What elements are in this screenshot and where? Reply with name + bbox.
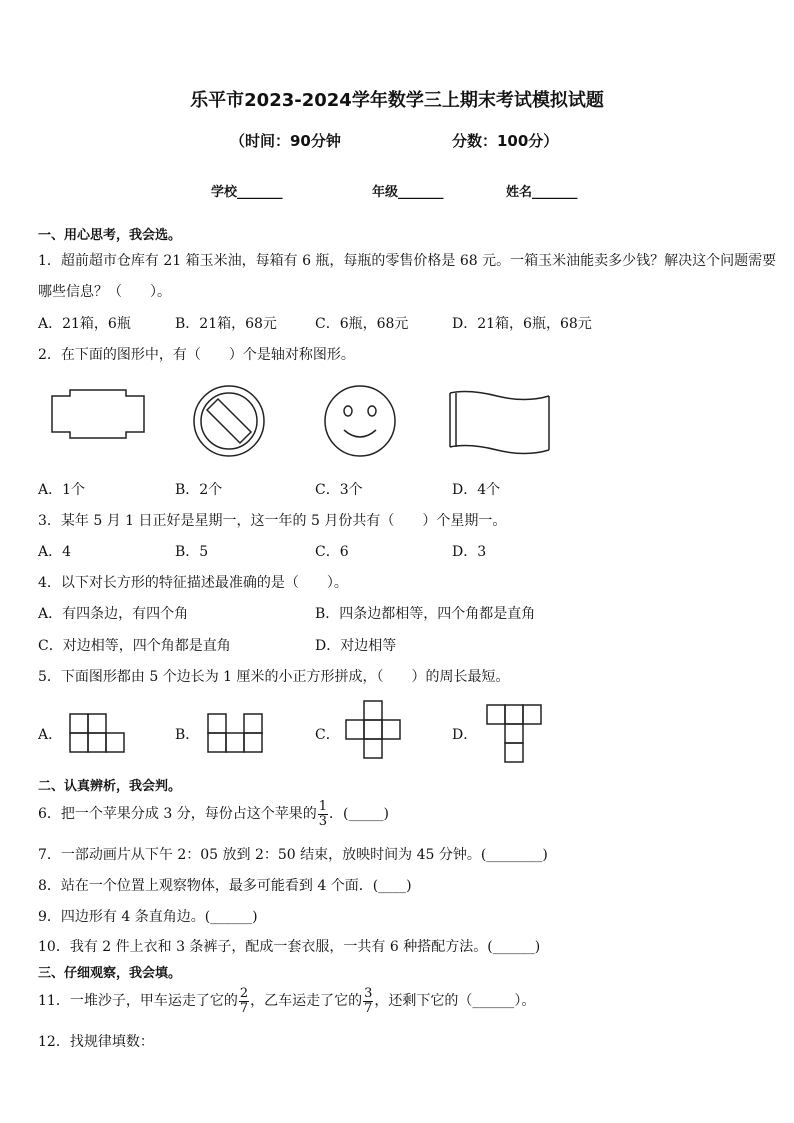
- q1-option-a: A．21箱，6瓶: [38, 316, 131, 332]
- q11-text-pre: 11．一堆沙子，甲车运走了它的: [38, 993, 238, 1009]
- q3-option-a: A．4: [38, 544, 72, 560]
- q4-option-d: D．对边相等: [315, 638, 397, 654]
- q4-option-c: C．对边相等，四个角都是直角: [38, 638, 231, 654]
- q6-text: [38, 797, 389, 831]
- q6-fraction-num: 1: [318, 798, 327, 814]
- q4-option-a: A．有四条边，有四个角: [38, 606, 189, 622]
- q5-text: 5．下面图形都由 5 个边长为 1 厘米的小正方形拼成，（ ）的周长最短。: [38, 669, 510, 685]
- q2-option-d: D．4个: [452, 482, 501, 498]
- section-3-heading: 三、仔细观察，我会填。: [38, 966, 182, 981]
- pentomino-c-figure: [345, 700, 403, 762]
- q1-text-line2: 哪些信息？（ ）。: [38, 284, 171, 300]
- page-title: 乐平市2023-2024学年数学三上期末考试模拟试题: [190, 90, 604, 111]
- exam-time: （时间：90分钟: [230, 132, 341, 150]
- q3-option-d: D．3: [452, 544, 487, 560]
- q11-fraction-1-num: 2: [239, 985, 249, 1001]
- q5-option-c: C．: [315, 727, 340, 743]
- section-1-heading: 一、用心思考，我会选。: [38, 228, 182, 243]
- q11-fraction-1-den: 7: [239, 1000, 249, 1016]
- q3-option-b: B．5: [175, 544, 209, 560]
- q6-text-post: ．(_____): [329, 806, 389, 822]
- school-field: 学校_______: [211, 185, 283, 200]
- q11-fraction-2-den: 7: [364, 1000, 373, 1016]
- q11-text: [38, 984, 535, 1018]
- q11-fraction-1: [239, 987, 249, 1016]
- q3-text: 3．某年 5 月 1 日正好是星期一，这一年的 5 月份共有（ ）个星期一。: [38, 513, 507, 529]
- q1-option-b: B．21箱，68元: [175, 316, 277, 332]
- no-sign-figure: [191, 384, 271, 464]
- q4-text: 4．以下对长方形的特征描述最准确的是（ ）。: [38, 575, 348, 591]
- q6-text-pre: 6．把一个苹果分成 3 分，每份占这个苹果的: [38, 806, 317, 822]
- q1-text-line1: 1．超前超市仓库有 21 箱玉米油，每箱有 6 瓶，每瓶的零售价格是 68 元。一箱玉米油能卖多少钱？解决这个问题需要: [38, 253, 777, 269]
- section-2-heading: 二、认真辨析，我会判。: [38, 779, 182, 794]
- q6-fraction: [318, 800, 328, 829]
- pentomino-d-figure: [486, 704, 544, 766]
- q1-option-c: C．6瓶，68元: [315, 316, 409, 332]
- q11-fraction-2-num: 3: [364, 985, 373, 1001]
- notched-rectangle-figure: [48, 388, 148, 448]
- pentomino-b-figure: [207, 713, 265, 755]
- q8-text: 8．站在一个位置上观察物体，最多可能看到 4 个面．(____): [38, 878, 412, 894]
- q3-option-c: C．6: [315, 544, 349, 560]
- smiley-face-figure: [324, 384, 404, 464]
- q5-option-a: A．: [38, 727, 63, 743]
- exam-score: 分数：100分）: [452, 132, 559, 150]
- q9-text: 9．四边形有 4 条直角边。(______): [38, 909, 258, 925]
- q11-text-post: ，还剩下它的（______）。: [374, 993, 536, 1009]
- q12-text: 12．找规律填数：: [38, 1034, 154, 1050]
- q5-option-d: D．: [452, 727, 478, 743]
- q2-option-a: A．1个: [38, 482, 86, 498]
- q1-option-d: D．21箱，6瓶，68元: [452, 316, 592, 332]
- pentomino-a-figure: [69, 713, 127, 755]
- q11-fraction-2: [363, 987, 373, 1016]
- q2-option-b: B．2个: [175, 482, 223, 498]
- q10-text: 10．我有 2 件上衣和 3 条裤子，配成一套衣服，一共有 6 种搭配方法。(______): [38, 939, 541, 955]
- q11-text-mid: ，乙车运走了它的: [250, 993, 363, 1009]
- q2-text: 2．在下面的图形中，有（ ）个是轴对称图形。: [38, 347, 355, 363]
- wavy-banner-figure: [447, 390, 553, 450]
- name-field: 姓名_______: [506, 185, 578, 200]
- q5-option-b: B．: [175, 727, 200, 743]
- q4-option-b: B．四条边都相等，四个角都是直角: [315, 606, 536, 622]
- grade-field: 年级_______: [372, 185, 444, 200]
- q6-fraction-den: 3: [318, 813, 327, 829]
- q2-option-c: C．3个: [315, 482, 363, 498]
- q7-text: 7．一部动画片从下午 2：05 放到 2：50 结束，放映时间为 45 分钟。(________): [38, 847, 548, 863]
